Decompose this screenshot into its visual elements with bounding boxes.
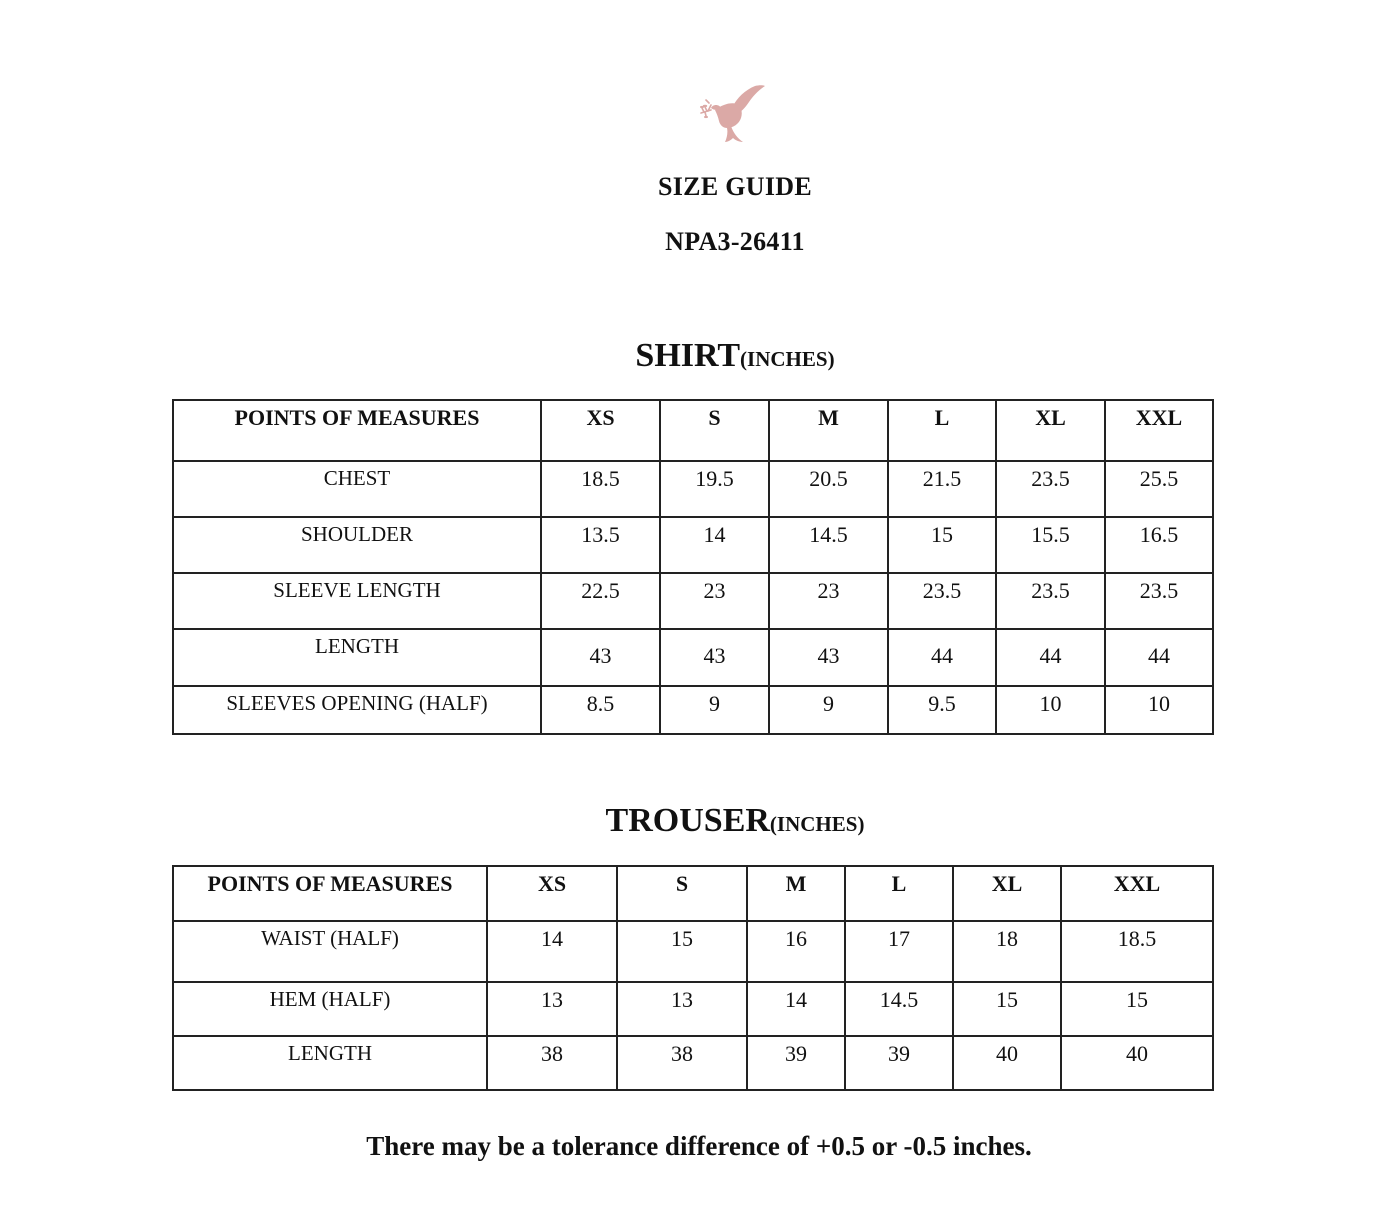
measure-value: 44 — [1105, 629, 1213, 686]
measure-value: 14 — [660, 517, 769, 573]
measure-value: 25.5 — [1105, 461, 1213, 517]
measure-value: 38 — [617, 1036, 747, 1090]
measure-value: 9.5 — [888, 686, 996, 734]
table-row — [173, 982, 1213, 1036]
table-row — [173, 686, 1213, 734]
measure-value: 39 — [845, 1036, 953, 1090]
measure-value: 9 — [769, 686, 888, 734]
column-header: POINTS OF MEASURES — [173, 866, 487, 921]
measure-label: HEM (HALF) — [173, 982, 487, 1036]
column-header: XS — [487, 866, 617, 921]
table-row — [173, 461, 1213, 517]
column-header: S — [617, 866, 747, 921]
measure-value: 14 — [747, 982, 845, 1036]
measure-value: 19.5 — [660, 461, 769, 517]
shirt-section-title — [0, 337, 1400, 375]
measure-value: 18 — [953, 921, 1061, 982]
measure-label: CHEST — [173, 461, 541, 517]
measure-value: 23.5 — [996, 573, 1105, 629]
column-header: XS — [541, 400, 660, 461]
column-header: L — [888, 400, 996, 461]
trouser-size-table — [172, 865, 1214, 1091]
measure-value: 21.5 — [888, 461, 996, 517]
measure-value: 40 — [953, 1036, 1061, 1090]
shirt-title: SHIRT — [635, 337, 741, 374]
measure-label: SLEEVES OPENING (HALF) — [173, 686, 541, 734]
measure-value: 18.5 — [541, 461, 660, 517]
measure-value: 15 — [617, 921, 747, 982]
dove-logo-icon — [693, 80, 773, 146]
measure-value: 15 — [888, 517, 996, 573]
trouser-unit: (INCHES) — [769, 812, 865, 836]
table-row — [173, 573, 1213, 629]
column-header: POINTS OF MEASURES — [173, 400, 541, 461]
measure-value: 17 — [845, 921, 953, 982]
column-header: M — [769, 400, 888, 461]
measure-value: 43 — [660, 629, 769, 686]
measure-value: 16 — [747, 921, 845, 982]
measure-value: 8.5 — [541, 686, 660, 734]
measure-value: 23 — [769, 573, 888, 629]
column-header: XXL — [1105, 400, 1213, 461]
column-header: XL — [953, 866, 1061, 921]
measure-value: 23.5 — [1105, 573, 1213, 629]
measure-value: 23.5 — [996, 461, 1105, 517]
measure-value: 13 — [617, 982, 747, 1036]
measure-value: 44 — [996, 629, 1105, 686]
trouser-title: TROUSER — [605, 802, 770, 839]
shirt-size-table — [172, 399, 1214, 735]
measure-value: 40 — [1061, 1036, 1213, 1090]
table-row — [173, 517, 1213, 573]
shirt-unit: (INCHES) — [740, 347, 835, 371]
trouser-section-title — [0, 802, 1400, 840]
measure-value: 22.5 — [541, 573, 660, 629]
measure-value: 13 — [487, 982, 617, 1036]
table-row — [173, 921, 1213, 982]
measure-value: 15.5 — [996, 517, 1105, 573]
shirt-header-row — [173, 400, 1213, 461]
trouser-header-row — [173, 866, 1213, 921]
product-code: NPA3-26411 — [665, 227, 805, 256]
measure-value: 13.5 — [541, 517, 660, 573]
measure-value: 43 — [541, 629, 660, 686]
column-header: XL — [996, 400, 1105, 461]
measure-label: LENGTH — [173, 629, 541, 686]
page-title: SIZE GUIDE — [658, 172, 812, 201]
measure-value: 20.5 — [769, 461, 888, 517]
measure-value: 10 — [1105, 686, 1213, 734]
measure-value: 15 — [1061, 982, 1213, 1036]
measure-value: 9 — [660, 686, 769, 734]
measure-value: 15 — [953, 982, 1061, 1036]
tolerance-note: There may be a tolerance difference of +0.5 or -0.5 inches. — [366, 1131, 1032, 1161]
measure-label: LENGTH — [173, 1036, 487, 1090]
column-header: S — [660, 400, 769, 461]
column-header: M — [747, 866, 845, 921]
measure-value: 38 — [487, 1036, 617, 1090]
table-row — [173, 1036, 1213, 1090]
measure-value: 43 — [769, 629, 888, 686]
measure-value: 14.5 — [845, 982, 953, 1036]
measure-label: WAIST (HALF) — [173, 921, 487, 982]
column-header: XXL — [1061, 866, 1213, 921]
measure-value: 18.5 — [1061, 921, 1213, 982]
table-row — [173, 629, 1213, 686]
measure-value: 44 — [888, 629, 996, 686]
measure-value: 16.5 — [1105, 517, 1213, 573]
measure-value: 39 — [747, 1036, 845, 1090]
measure-value: 23 — [660, 573, 769, 629]
measure-label: SHOULDER — [173, 517, 541, 573]
measure-value: 14.5 — [769, 517, 888, 573]
measure-value: 23.5 — [888, 573, 996, 629]
measure-label: SLEEVE LENGTH — [173, 573, 541, 629]
column-header: L — [845, 866, 953, 921]
measure-value: 10 — [996, 686, 1105, 734]
measure-value: 14 — [487, 921, 617, 982]
